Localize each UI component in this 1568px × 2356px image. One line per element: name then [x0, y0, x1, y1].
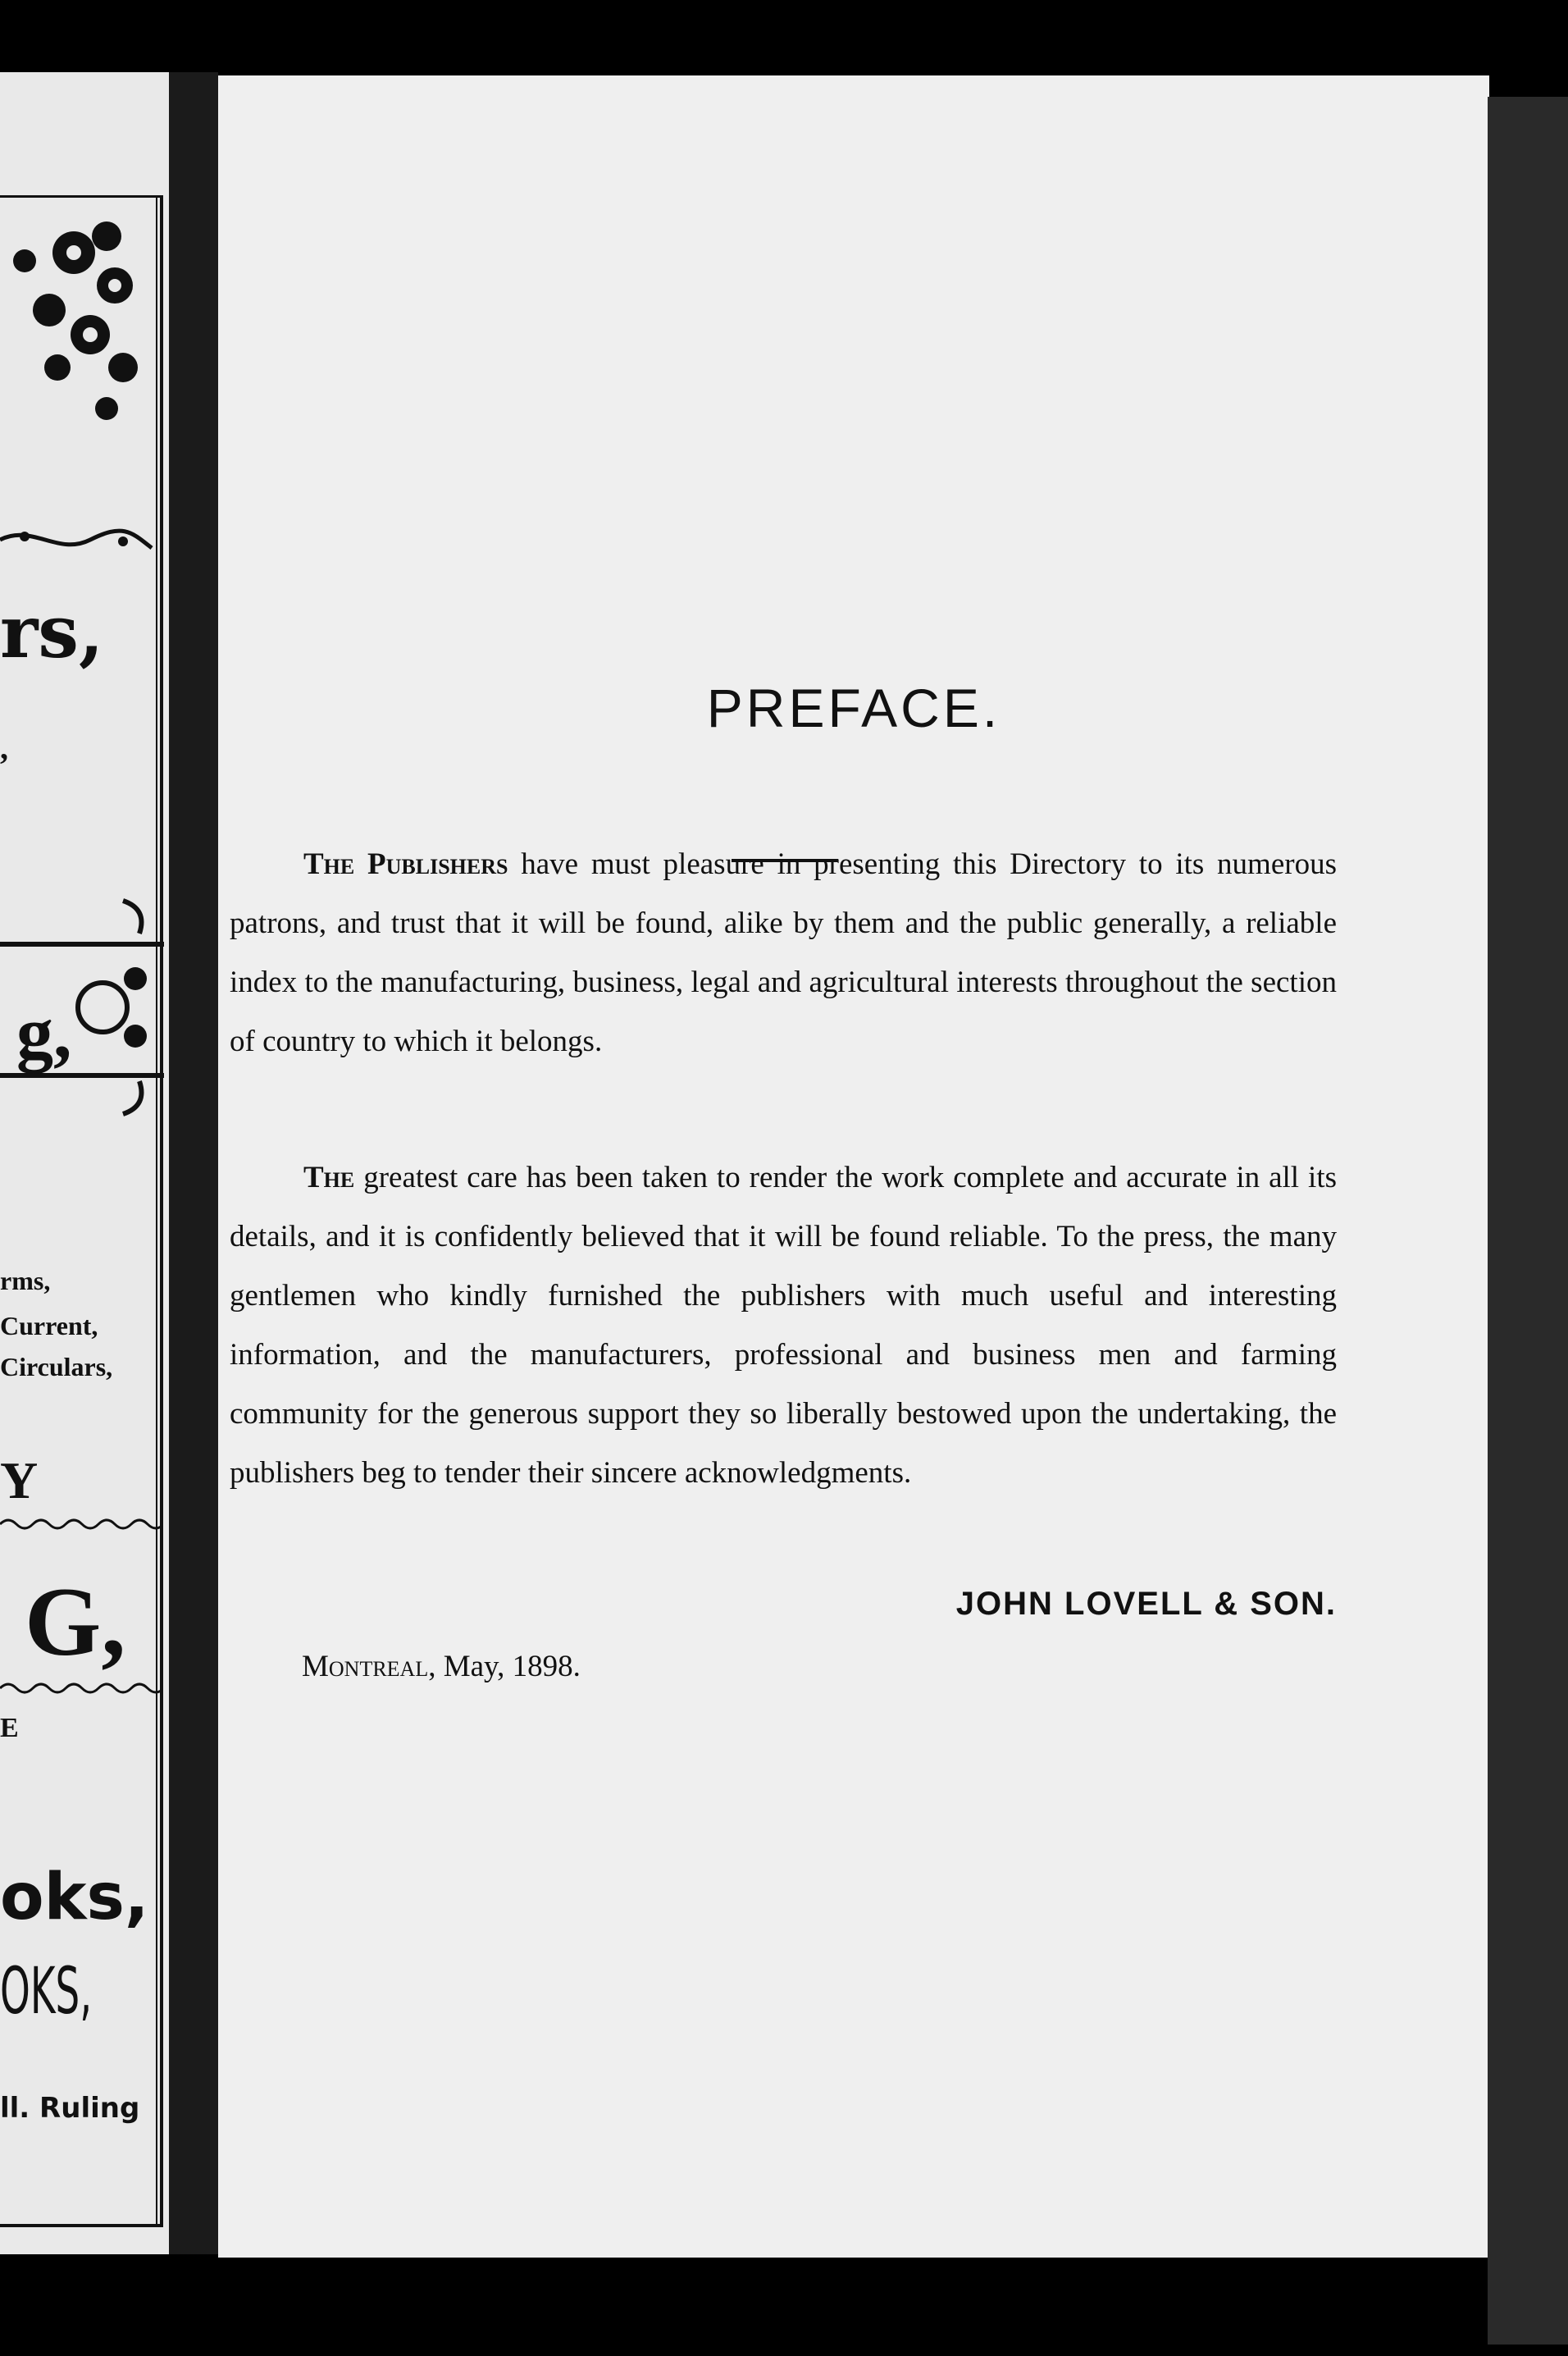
ad-fragment-oks: oks,: [0, 1861, 149, 1934]
ad-fragment-ruling: ll. Ruling: [0, 2092, 140, 2125]
ad-fragment-current: Current,: [0, 1311, 98, 1340]
ad-fragment-g1: g,: [16, 993, 72, 1074]
scroll-flourish-icon: [0, 515, 156, 564]
floral-ornament-icon: [0, 203, 148, 474]
paragraph-lead: The Publishers: [303, 847, 508, 881]
dateline-city: Montreal,: [302, 1650, 436, 1683]
ad-fragment-g2: G,: [25, 1567, 126, 1676]
paragraph-lead: The: [303, 1161, 355, 1194]
wavy-rule-bottom: [0, 1680, 161, 1696]
ad-fragment-comma: ,: [0, 729, 8, 766]
ad-fragment-rms: rms,: [0, 1266, 51, 1295]
publisher-signature: JOHN LOVELL & SON.: [955, 1586, 1337, 1622]
ad-fragment-circulars: Circulars,: [0, 1352, 113, 1381]
paragraph-text: have must pleasure in presenting this Directory to its numerous patrons, and trust that it will be found, alike by them and the public generally, a reliable index to the manufacturing, business, legal and agricultural interests throughout the section of country to which it belongs.: [230, 847, 1337, 1058]
page-title: PREFACE.: [706, 678, 1001, 738]
dateline: [302, 1649, 581, 1684]
preface-paragraph-2: [230, 1148, 1337, 1503]
wavy-rule-top: [0, 1516, 161, 1532]
ad-fragment-ers: rs,: [0, 589, 104, 674]
ad-fragment-e: E: [0, 1713, 19, 1743]
dateline-date: May, 1898.: [435, 1650, 581, 1683]
ad-fragment-oks2: OKS,: [0, 1955, 93, 2029]
preface-paragraph-1: [230, 835, 1337, 1071]
book-gutter: [169, 72, 218, 2254]
book-page-edges: [1488, 97, 1568, 2345]
left-facing-page: [0, 72, 169, 2254]
ad-fragment-y: Y: [0, 1451, 40, 1509]
paragraph-text: greatest care has been taken to render the work complete and accurate in all its details, and it is confidently believed that it will be found reliable. To the press, the many gentlemen who kindly furnished the publishers with much useful and interesting information, and the manufacturers, professional and business men and farming community for the generous support they so liberally bestowed upon the undertaking, the publishers beg to tender their sincere acknowledgments.: [230, 1161, 1337, 1490]
